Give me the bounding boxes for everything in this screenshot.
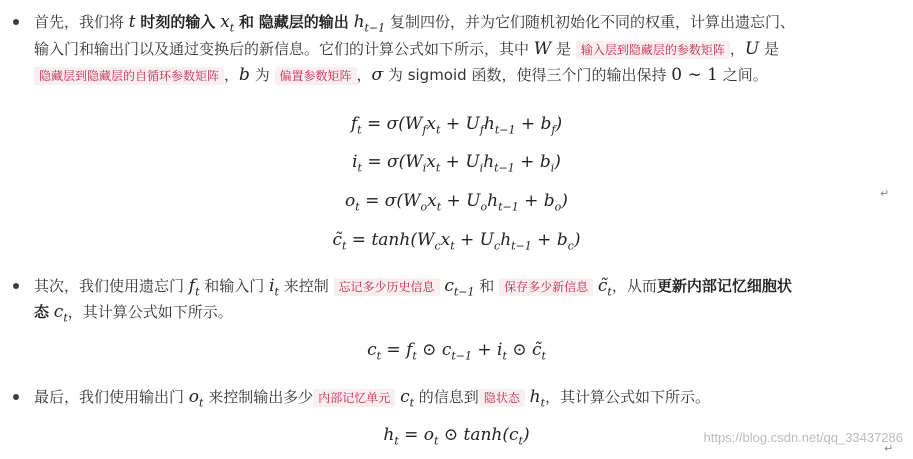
highlight-code: 偏置参数矩阵 xyxy=(275,67,357,85)
text: 是 xyxy=(556,40,572,58)
highlight-code: 忘记多少历史信息 xyxy=(334,278,440,296)
paragraph-1-line-2 xyxy=(34,36,779,63)
math-var: f xyxy=(188,276,196,296)
bold-text: 隐藏层的输出 xyxy=(258,13,349,31)
highlight-code: 内部记忆单元 xyxy=(313,389,395,407)
equation-cell-state: $c_t = f_t$ ⊙ $c_{t-1} + i_t$ ⊙ $c̃_t$ xyxy=(367,340,546,363)
text: ， xyxy=(729,40,745,58)
text: 其次，我们使用遗忘门 xyxy=(34,277,185,295)
equation-hidden-state: $h_t = o_t$ ⊙ $\tanh(c_t)$ xyxy=(383,425,530,448)
text: ，从而 xyxy=(611,277,657,295)
math-ft xyxy=(188,276,200,299)
math-sub: t−1 xyxy=(364,21,386,35)
math-var: c xyxy=(444,276,454,296)
math-var: o xyxy=(188,387,200,407)
math-sub: t xyxy=(199,396,204,410)
paragraph-3-line-1 xyxy=(34,384,710,416)
math-sub: t xyxy=(274,285,279,299)
math-ct xyxy=(53,302,68,325)
text: 复制四份，并为它们随机初始化不同的权重，计算出遗忘门、 xyxy=(389,13,795,31)
bold-text: 更新内部记忆细胞状 xyxy=(656,277,792,295)
text: 来控制 xyxy=(283,277,329,295)
bold-text: 时刻的输入 xyxy=(140,13,216,31)
equation-output-gate: $o_t = \sigma(W_ox_t + U_oh_{t-1} + b_o)$ xyxy=(345,191,568,214)
math-sigma: σ xyxy=(371,65,384,85)
equation-input-gate: $i_t = \sigma(W_ix_t + U_ih_{t-1} + b_i)$ xyxy=(352,152,561,175)
text: 输入门和输出门以及通过变换后的新信息。它们的计算公式如下所示，其中 xyxy=(34,40,530,58)
return-mark: ↵ xyxy=(884,442,894,455)
math-ctilde xyxy=(597,276,612,299)
text: ，其计算公式如下所示。 xyxy=(544,388,710,406)
math-var: h xyxy=(529,387,541,407)
text: 之间。 xyxy=(722,66,768,84)
highlight-code: 保存多少新信息 xyxy=(499,278,593,296)
math-t: t xyxy=(128,12,136,32)
math-var: c xyxy=(53,302,64,322)
math-ht-1 xyxy=(353,12,386,35)
text: 和输入门 xyxy=(204,277,265,295)
highlight-code: 隐状态 xyxy=(479,389,525,407)
math-sub: t xyxy=(607,285,612,299)
text: ， xyxy=(224,66,240,84)
watermark: https://blog.csdn.net/qq_33437286 xyxy=(703,430,903,445)
math-ht xyxy=(529,387,545,410)
text: 的信息到 xyxy=(418,388,479,406)
text: ，其计算公式如下所示。 xyxy=(67,303,233,321)
math-var: i xyxy=(269,276,275,296)
math-sub: t−1 xyxy=(453,285,475,299)
bullet-3 xyxy=(13,394,19,400)
bold-text: 和 xyxy=(239,13,255,31)
math-xt xyxy=(220,12,235,35)
text: 来控制输出多少 xyxy=(208,388,314,406)
math-var: c xyxy=(400,387,410,407)
math-sub: t xyxy=(195,285,200,299)
return-mark: ↵ xyxy=(880,187,890,200)
equation-forget-gate: $f_t = \sigma(W_fx_t + U_fh_{t-1} + b_f)$ xyxy=(350,114,563,137)
math-var: c̃ xyxy=(597,276,608,296)
math-sub: t xyxy=(63,311,68,325)
math-range: 0 ∼ 1 xyxy=(671,65,718,85)
paragraph-2-line-2 xyxy=(34,299,233,331)
highlight-code: 隐藏层到隐藏层的自循环参数矩阵 xyxy=(34,67,224,85)
math-var: x xyxy=(220,12,230,32)
math-sub: t xyxy=(540,396,545,410)
math-var: h xyxy=(353,12,365,32)
math-ct xyxy=(400,387,415,410)
text: 首先，我们将 xyxy=(34,13,129,31)
math-U: U xyxy=(744,39,760,59)
math-W: W xyxy=(533,39,552,59)
highlight-code: 输入层到隐藏层的参数矩阵 xyxy=(576,41,730,59)
math-sub: t xyxy=(409,396,415,410)
text: 和 xyxy=(479,277,495,295)
text: ， xyxy=(356,66,372,84)
math-ct-1 xyxy=(444,276,475,299)
text: 为 sigmoid 函数，使得三个门的输出保持 xyxy=(387,66,667,84)
bullet-1 xyxy=(13,19,19,25)
math-it xyxy=(269,276,279,299)
bullet-2 xyxy=(13,283,19,289)
math-sub: t xyxy=(229,21,235,35)
bold-text: 态 xyxy=(34,303,50,321)
math-ot xyxy=(188,387,204,410)
text: 为 xyxy=(254,66,270,84)
text: 是 xyxy=(764,40,780,58)
text: 最后，我们使用输出门 xyxy=(34,388,185,406)
equation-candidate-cell: $c̃_t = \tanh(W_cx_t + U_ch_{t-1} + b_c)$ xyxy=(332,230,581,253)
math-b: b xyxy=(239,65,250,85)
paragraph-1-line-3 xyxy=(34,62,768,89)
